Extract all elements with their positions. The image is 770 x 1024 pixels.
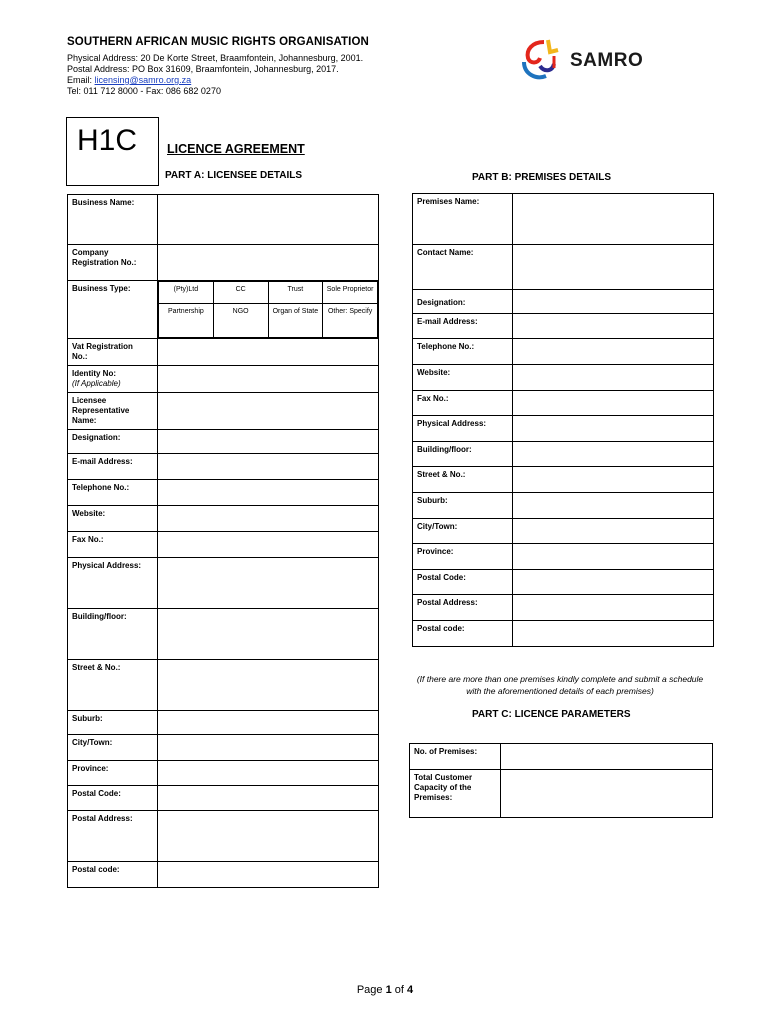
table-row	[68, 660, 379, 711]
table-row	[68, 786, 379, 811]
table-row	[413, 416, 714, 442]
business-type-label: Business Type:	[68, 281, 158, 339]
vat-registration-label	[68, 339, 158, 366]
number-of-premises-label: No. of Premises:	[410, 744, 501, 770]
part-c-heading: PART C: LICENCE PARAMETERS	[472, 709, 631, 720]
website-label: Website:	[68, 506, 158, 532]
table-row	[68, 480, 379, 506]
table-row	[68, 862, 379, 888]
table-row	[413, 391, 714, 416]
premises-city-label: City/Town:	[413, 519, 513, 544]
email-input[interactable]	[158, 454, 379, 480]
premises-email-label: E-mail Address:	[413, 314, 513, 339]
part-a-table	[67, 194, 379, 888]
postal-code2-input[interactable]	[158, 862, 379, 888]
website-input[interactable]	[158, 506, 379, 532]
postal-address-input[interactable]	[158, 811, 379, 862]
option-ngo[interactable]: NGO	[213, 304, 268, 338]
street-label: Street & No.:	[68, 660, 158, 711]
table-row	[68, 393, 379, 430]
contact-name-label: Contact Name:	[413, 245, 513, 290]
customer-capacity-input[interactable]	[501, 770, 713, 818]
capacity-line2: Capacity of the	[414, 783, 472, 792]
fax-label: Fax No.:	[68, 532, 158, 558]
table-row	[413, 245, 714, 290]
telephone-label: Telephone No.:	[68, 480, 158, 506]
option-cc[interactable]: CC	[213, 282, 268, 304]
building-floor-label: Building/floor:	[68, 609, 158, 660]
premises-postal-code-input[interactable]	[513, 570, 714, 595]
premises-street-label: Street & No.:	[413, 467, 513, 493]
table-row	[413, 365, 714, 391]
business-name-input[interactable]	[158, 195, 379, 245]
table-row	[413, 621, 714, 647]
email-line	[67, 75, 191, 86]
rep-line2: Representative	[72, 406, 130, 415]
table-row	[68, 281, 379, 339]
document-title: LICENCE AGREEMENT	[167, 142, 305, 156]
table-row	[68, 430, 379, 454]
suburb-input[interactable]	[158, 711, 379, 735]
page-mid: of	[391, 984, 408, 996]
postal-address-label: Postal Address:	[68, 811, 158, 862]
postal-address: Postal Address: PO Box 31609, Braamfontein, Johannesburg, 2017.	[67, 64, 339, 74]
table-row	[413, 519, 714, 544]
premises-province-input[interactable]	[513, 544, 714, 570]
page-total: 4	[407, 984, 414, 996]
table-row	[413, 595, 714, 621]
table-row	[68, 339, 379, 366]
table-row	[413, 314, 714, 339]
table-row	[413, 194, 714, 245]
premises-postal-code-label: Postal Code:	[413, 570, 513, 595]
premises-building-input[interactable]	[513, 442, 714, 467]
table-row	[68, 454, 379, 480]
telephone-input[interactable]	[158, 480, 379, 506]
premises-website-input[interactable]	[513, 365, 714, 391]
premises-suburb-input[interactable]	[513, 493, 714, 519]
premises-website-label: Website:	[413, 365, 513, 391]
vat-registration-input[interactable]	[158, 339, 379, 366]
part-a-heading: PART A: LICENSEE DETAILS	[165, 170, 303, 181]
company-registration-label	[68, 245, 158, 281]
premises-name-label: Premises Name:	[413, 194, 513, 245]
telephone-line: Tel: 011 712 8000 - Fax: 086 682 0270	[67, 86, 221, 96]
premises-name-input[interactable]	[513, 194, 714, 245]
province-input[interactable]	[158, 761, 379, 786]
premises-province-label: Province:	[413, 544, 513, 570]
form-code-box	[66, 117, 159, 186]
table-row	[413, 544, 714, 570]
capacity-line1: Total Customer	[414, 773, 473, 782]
vat-line2: No.:	[72, 352, 88, 361]
table-row	[68, 711, 379, 735]
organisation-name: SOUTHERN AFRICAN MUSIC RIGHTS ORGANISATION	[67, 36, 369, 48]
page-current: 1	[385, 984, 392, 996]
samro-logo-icon	[518, 38, 570, 84]
vat-line1: Vat Registration	[72, 342, 133, 351]
table-row	[413, 339, 714, 365]
page-prefix: Page	[356, 984, 386, 996]
identity-note: (If Applicable)	[72, 379, 121, 388]
premises-physical-address-input[interactable]	[513, 416, 714, 442]
premises-city-input[interactable]	[513, 519, 714, 544]
table-row	[413, 493, 714, 519]
table-row	[68, 245, 379, 281]
table-row	[68, 761, 379, 786]
part-b-heading: PART B: PREMISES DETAILS	[472, 172, 612, 183]
identity-label	[68, 366, 158, 393]
company-reg-line1: Company	[72, 248, 109, 257]
identity-text: Identity No:	[72, 369, 116, 378]
premises-fax-label: Fax No.:	[413, 391, 513, 416]
suburb-label: Suburb:	[68, 711, 158, 735]
premises-street-input[interactable]	[513, 467, 714, 493]
option-trust[interactable]: Trust	[268, 282, 323, 304]
city-town-input[interactable]	[158, 735, 379, 761]
physical-address-input[interactable]	[158, 558, 379, 609]
table-row	[68, 532, 379, 558]
multiple-premises-note: (If there are more than one premises kindly complete and submit a schedule with the aforementioned details of each premises)	[416, 674, 704, 696]
premises-designation-input[interactable]	[513, 290, 714, 314]
table-row	[413, 442, 714, 467]
table-row	[413, 467, 714, 493]
part-b-table	[412, 193, 714, 647]
representative-label	[68, 393, 158, 430]
option-pty-ltd[interactable]: (Pty)Ltd	[159, 282, 214, 304]
table-row	[68, 366, 379, 393]
representative-input[interactable]	[158, 393, 379, 430]
capacity-line3: Premises:	[414, 793, 453, 802]
premises-telephone-input[interactable]	[513, 339, 714, 365]
email-label: E-mail Address:	[68, 454, 158, 480]
table-row	[413, 290, 714, 314]
customer-capacity-label	[410, 770, 501, 818]
premises-suburb-label: Suburb:	[413, 493, 513, 519]
postal-code-label: Postal Code:	[68, 786, 158, 811]
option-sole-proprietor[interactable]: Sole Proprietor	[323, 282, 378, 304]
postal-code2-label: Postal code:	[68, 862, 158, 888]
option-partnership[interactable]: Partnership	[159, 304, 214, 338]
table-row	[413, 570, 714, 595]
email-link[interactable]: licensing@samro.org.za	[94, 75, 192, 85]
table-row	[68, 735, 379, 761]
page-number	[0, 984, 770, 996]
premises-physical-address-label: Physical Address:	[413, 416, 513, 442]
premises-postal-address-input[interactable]	[513, 595, 714, 621]
table-row	[68, 609, 379, 660]
premises-email-input[interactable]	[513, 314, 714, 339]
form-code: H1C	[77, 124, 138, 157]
postal-code-input[interactable]	[158, 786, 379, 811]
table-row	[410, 744, 713, 770]
premises-postal-address-label: Postal Address:	[413, 595, 513, 621]
part-c-table	[409, 743, 713, 818]
table-row	[68, 558, 379, 609]
contact-name-input[interactable]	[513, 245, 714, 290]
company-reg-line2: Registration No.:	[72, 258, 137, 267]
physical-address-label: Physical Address:	[68, 558, 158, 609]
business-name-label: Business Name:	[68, 195, 158, 245]
rep-line3: Name:	[72, 416, 97, 425]
option-other-specify[interactable]: Other: Specify	[323, 304, 378, 338]
premises-fax-input[interactable]	[513, 391, 714, 416]
fax-input[interactable]	[158, 532, 379, 558]
premises-designation-label: Designation:	[413, 290, 513, 314]
identity-input[interactable]	[158, 366, 379, 393]
premises-postal-code2-label: Postal code:	[413, 621, 513, 647]
premises-postal-code2-input[interactable]	[513, 621, 714, 647]
premises-building-label: Building/floor:	[413, 442, 513, 467]
company-registration-input[interactable]	[158, 245, 379, 281]
business-type-options	[158, 281, 379, 339]
province-label: Province:	[68, 761, 158, 786]
samro-logo	[518, 38, 678, 84]
physical-address: Physical Address: 20 De Korte Street, Braamfontein, Johannesburg, 2001.	[67, 53, 364, 63]
table-row	[410, 770, 713, 818]
table-row	[68, 811, 379, 862]
table-row	[68, 195, 379, 245]
email-label: Email:	[67, 75, 95, 85]
city-town-label: City/Town:	[68, 735, 158, 761]
designation-label: Designation:	[68, 430, 158, 454]
option-organ-of-state[interactable]: Organ of State	[268, 304, 323, 338]
premises-telephone-label: Telephone No.:	[413, 339, 513, 365]
rep-line1: Licensee	[72, 396, 107, 405]
street-input[interactable]	[158, 660, 379, 711]
logo-wordmark: SAMRO	[570, 50, 644, 71]
designation-input[interactable]	[158, 430, 379, 454]
building-floor-input[interactable]	[158, 609, 379, 660]
number-of-premises-input[interactable]	[501, 744, 713, 770]
table-row	[68, 506, 379, 532]
